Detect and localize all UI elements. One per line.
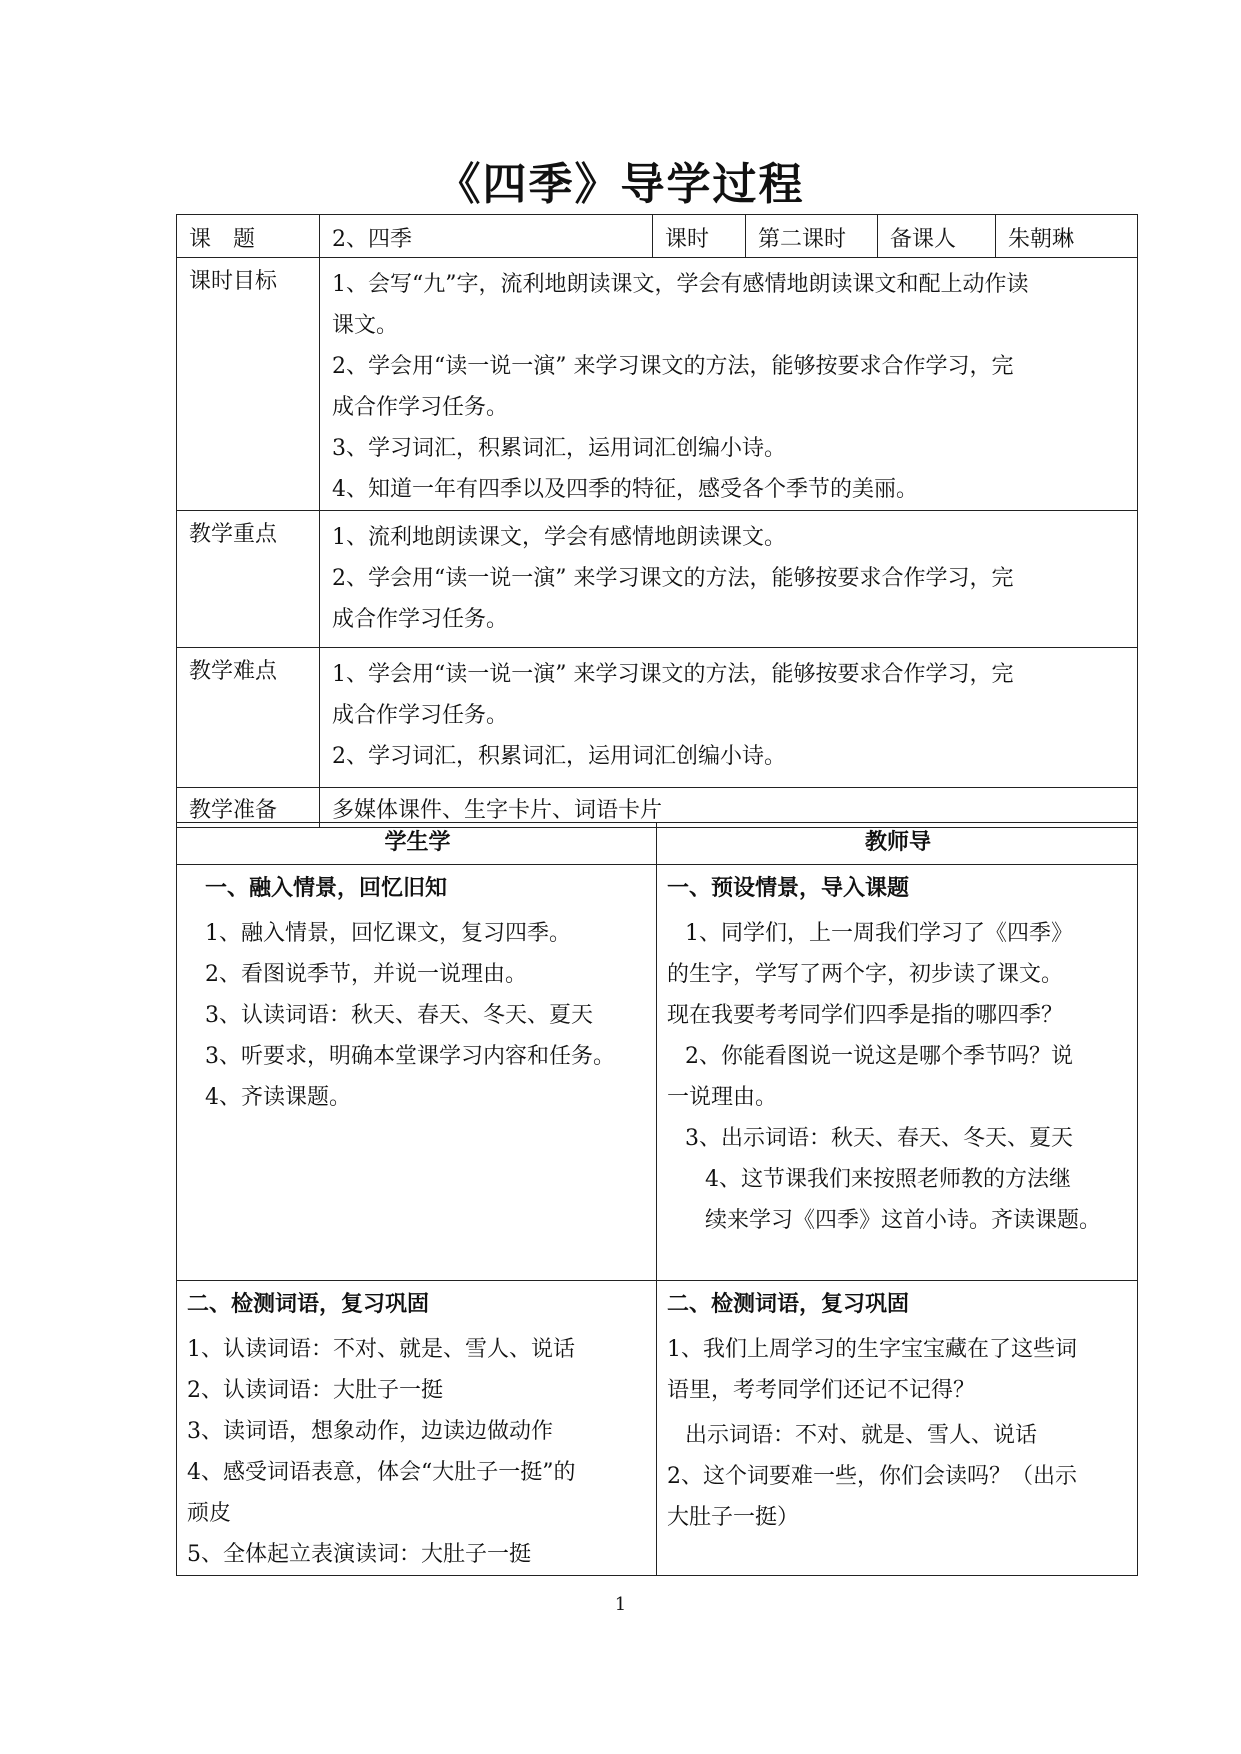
prep-label: 教学准备 xyxy=(177,788,320,828)
period-label: 课时 xyxy=(653,215,746,258)
list-item: 4、感受词语表意，体会“大肚子一挺”的 xyxy=(187,1460,576,1485)
list-item: 出示词语：不对、就是、雪人、说话 xyxy=(685,1423,1038,1448)
list-item: 3、读词语，想象动作，边读边做动作 xyxy=(187,1419,553,1444)
list-item: 3、出示词语：秋天、春天、冬天、夏天 xyxy=(685,1126,1073,1151)
list-item: 1、同学们，上一周我们学习了《四季》 xyxy=(685,921,1073,946)
goals-content xyxy=(320,258,1138,511)
list-item: 2、看图说季节，并说一说理由。 xyxy=(205,962,527,987)
section-title: 一、预设情景，导入课题 xyxy=(667,876,910,901)
section-title: 一、融入情景，回忆旧知 xyxy=(205,876,448,901)
list-item: 1、认读词语：不对、就是、雪人、说话 xyxy=(187,1337,575,1362)
goals-line: 课文。 xyxy=(332,313,399,338)
student-column-header: 学生学 xyxy=(177,823,657,865)
list-item: 5、全体起立表演读词：大肚子一挺 xyxy=(187,1542,531,1567)
list-item: 4、这节课我们来按照老师教的方法继 xyxy=(705,1167,1071,1192)
difficulties-content xyxy=(320,648,1138,788)
keypoints-content xyxy=(320,511,1138,648)
list-item: 3、听要求，明确本堂课学习内容和任务。 xyxy=(205,1044,615,1069)
goals-line: 2、学会用“读一说一演” 来学习课文的方法，能够按要求合作学习，完 xyxy=(332,354,1014,379)
period-value: 第二课时 xyxy=(746,215,878,258)
goals-line: 成合作学习任务。 xyxy=(332,395,509,420)
difficulties-line: 成合作学习任务。 xyxy=(332,703,509,728)
lesson-process-table xyxy=(176,822,1138,1576)
keypoints-line: 2、学会用“读一说一演” 来学习课文的方法，能够按要求合作学习，完 xyxy=(332,566,1014,591)
topic-label: 课 题 xyxy=(177,215,320,258)
student-section-1 xyxy=(177,865,657,1281)
list-item: 4、齐读课题。 xyxy=(205,1085,351,1110)
list-item: 1、我们上周学习的生字宝宝藏在了这些词 xyxy=(667,1337,1077,1362)
goals-line: 4、知道一年有四季以及四季的特征，感受各个季节的美丽。 xyxy=(332,477,918,502)
list-item: 顽皮 xyxy=(187,1501,232,1526)
lesson-info-table xyxy=(176,214,1138,828)
difficulties-label: 教学难点 xyxy=(177,648,320,788)
section-title: 二、检测词语，复习巩固 xyxy=(187,1292,430,1317)
preparer-value: 朱朝琳 xyxy=(996,215,1138,258)
goals-label: 课时目标 xyxy=(177,258,320,511)
list-item: 2、这个词要难一些，你们会读吗？（出示 xyxy=(667,1464,1077,1489)
prep-value: 多媒体课件、生字卡片、词语卡片 xyxy=(320,788,1138,828)
student-section-2 xyxy=(177,1281,657,1576)
goals-line: 3、学习词汇，积累词汇，运用词汇创编小诗。 xyxy=(332,436,786,461)
list-item: 1、融入情景，回忆课文，复习四季。 xyxy=(205,921,571,946)
section-title: 二、检测词语，复习巩固 xyxy=(667,1292,910,1317)
list-item: 一说理由。 xyxy=(667,1085,778,1110)
page-number: 1 xyxy=(614,1594,627,1615)
teacher-section-2 xyxy=(657,1281,1138,1576)
list-item: 2、你能看图说一说这是哪个季节吗？说 xyxy=(685,1044,1073,1069)
list-item: 大肚子一挺） xyxy=(667,1505,800,1530)
topic-value: 2、四季 xyxy=(320,215,653,258)
keypoints-line: 成合作学习任务。 xyxy=(332,607,509,632)
goals-line: 1、会写“九”字，流利地朗读课文，学会有感情地朗读课文和配上动作读 xyxy=(332,272,1029,297)
list-item: 的生字，学写了两个字，初步读了课文。 xyxy=(667,962,1064,987)
list-item: 3、认读词语：秋天、春天、冬天、夏天 xyxy=(205,1003,593,1028)
document-title: 《四季》导学过程 xyxy=(436,159,805,210)
teacher-section-1 xyxy=(657,865,1138,1281)
list-item: 语里，考考同学们还记不记得？ xyxy=(667,1378,976,1403)
preparer-label: 备课人 xyxy=(878,215,996,258)
difficulties-line: 1、学会用“读一说一演” 来学习课文的方法，能够按要求合作学习，完 xyxy=(332,662,1014,687)
keypoints-label: 教学重点 xyxy=(177,511,320,648)
teacher-column-header: 教师导 xyxy=(657,823,1138,865)
keypoints-line: 1、流利地朗读课文，学会有感情地朗读课文。 xyxy=(332,525,786,550)
list-item: 续来学习《四季》这首小诗。齐读课题。 xyxy=(705,1208,1102,1233)
list-item: 现在我要考考同学们四季是指的哪四季？ xyxy=(667,1003,1064,1028)
difficulties-line: 2、学习词汇，积累词汇，运用词汇创编小诗。 xyxy=(332,744,786,769)
list-item: 2、认读词语：大肚子一挺 xyxy=(187,1378,443,1403)
